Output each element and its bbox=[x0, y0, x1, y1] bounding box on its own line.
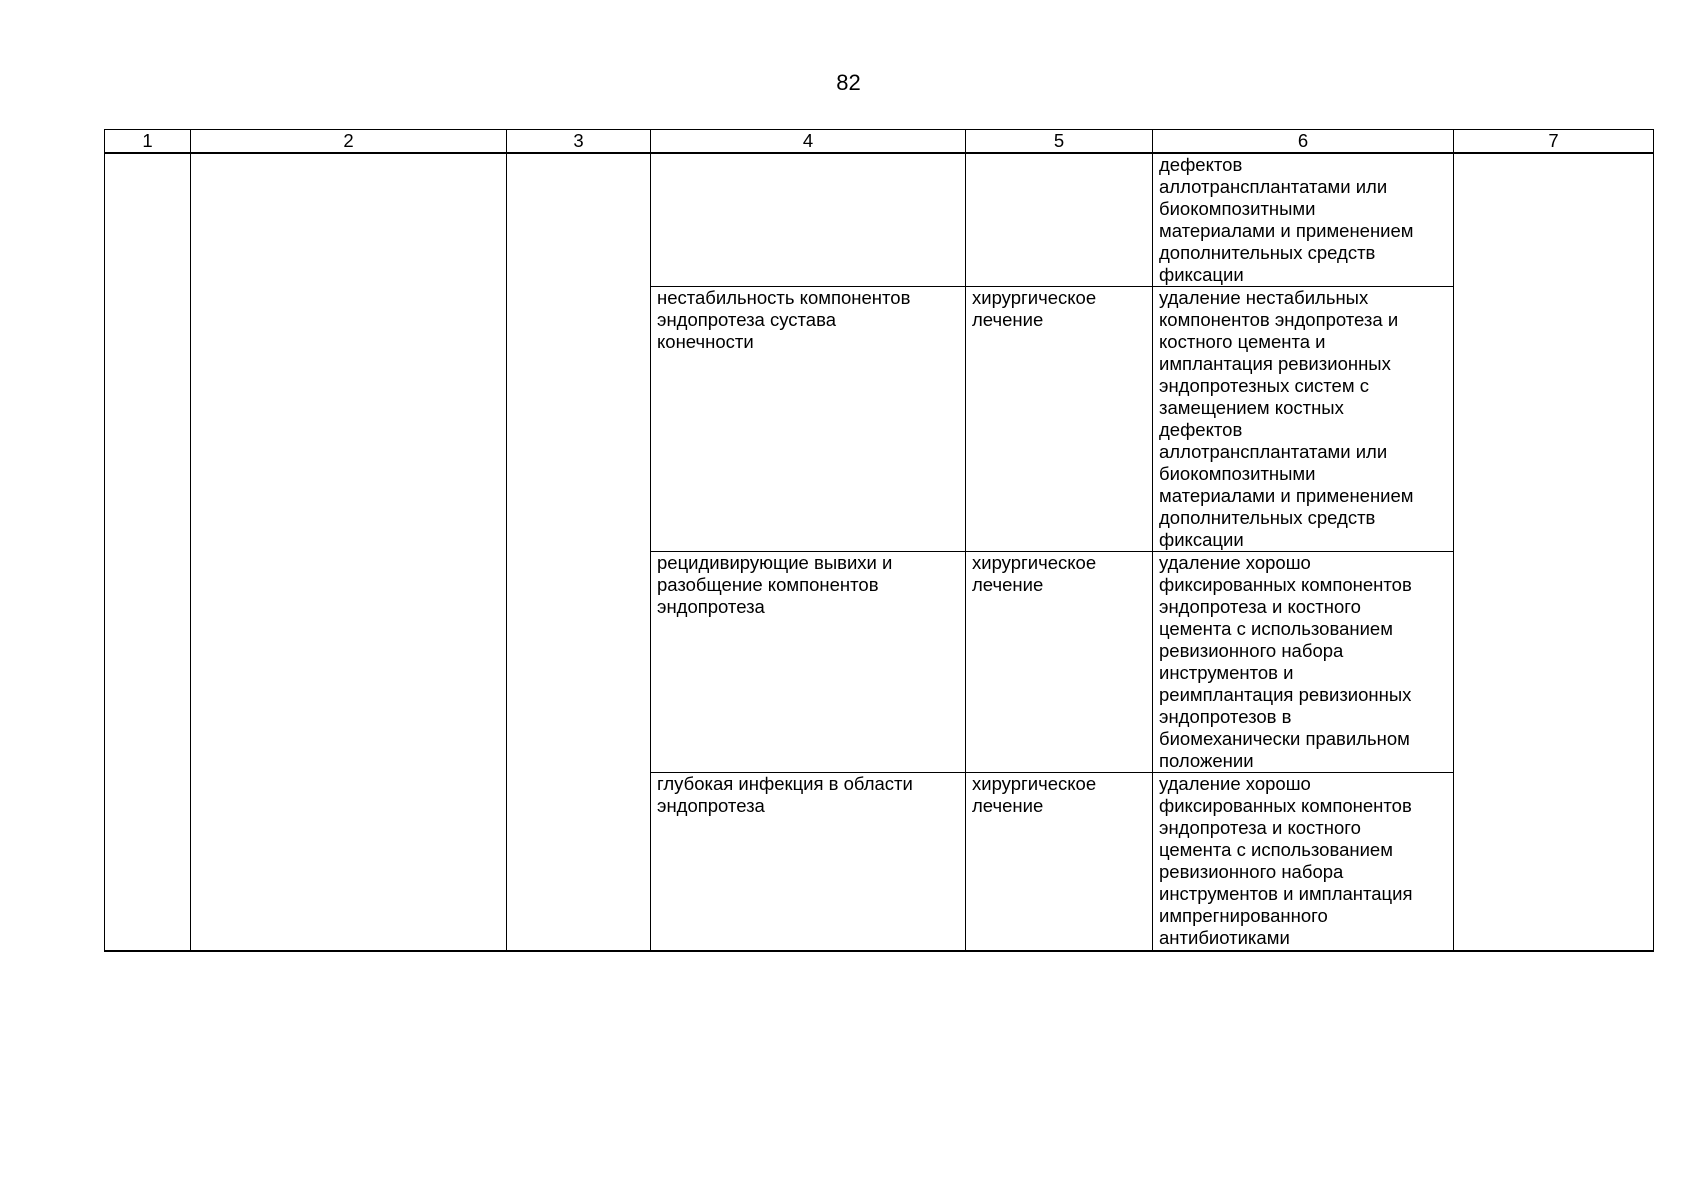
method-cell: дефектов аллотрансплантатами или биокомпозитными материалами и применением дополнительных средств фиксации bbox=[1153, 153, 1454, 287]
column-header-4: 4 bbox=[651, 130, 966, 154]
treatment-type-cell: хирургическое лечение bbox=[966, 552, 1153, 773]
column-header-7: 7 bbox=[1454, 130, 1654, 154]
page-number: 82 bbox=[836, 70, 861, 95]
cell-col-7 bbox=[1454, 153, 1654, 951]
condition-cell: нестабильность компонентов эндопротеза сустава конечности bbox=[651, 287, 966, 552]
cell-col-2 bbox=[191, 153, 507, 951]
condition-cell: рецидивирующие вывихи и разобщение компонентов эндопротеза bbox=[651, 552, 966, 773]
column-header-1: 1 bbox=[105, 130, 191, 154]
method-cell: удаление нестабильных компонентов эндопротеза и костного цемента и имплантация ревизионных эндопротезных систем с замещением костных дефектов аллотрансплантатами или биокомпозитными материалами и применением дополнительных средств фиксации bbox=[1153, 287, 1454, 552]
table-row bbox=[105, 153, 1654, 287]
treatment-type-cell: хирургическое лечение bbox=[966, 287, 1153, 552]
column-header-6: 6 bbox=[1153, 130, 1454, 154]
method-cell: удаление хорошо фиксированных компонентов эндопротеза и костного цемента с использованием ревизионного набора инструментов и реимплантация ревизионных эндопротезов в биомеханически правильном положении bbox=[1153, 552, 1454, 773]
medical-care-table bbox=[104, 129, 1654, 952]
cell-col-3 bbox=[507, 153, 651, 951]
method-cell: удаление хорошо фиксированных компонентов эндопротеза и костного цемента с использованием ревизионного набора инструментов и имплантация импрегнированного антибиотиками bbox=[1153, 773, 1454, 951]
header-row bbox=[105, 130, 1654, 154]
condition-cell bbox=[651, 153, 966, 287]
column-header-5: 5 bbox=[966, 130, 1153, 154]
column-header-2: 2 bbox=[191, 130, 507, 154]
treatment-type-cell bbox=[966, 153, 1153, 287]
treatment-type-cell: хирургическое лечение bbox=[966, 773, 1153, 951]
condition-cell: глубокая инфекция в области эндопротеза bbox=[651, 773, 966, 951]
column-header-3: 3 bbox=[507, 130, 651, 154]
cell-col-1 bbox=[105, 153, 191, 951]
